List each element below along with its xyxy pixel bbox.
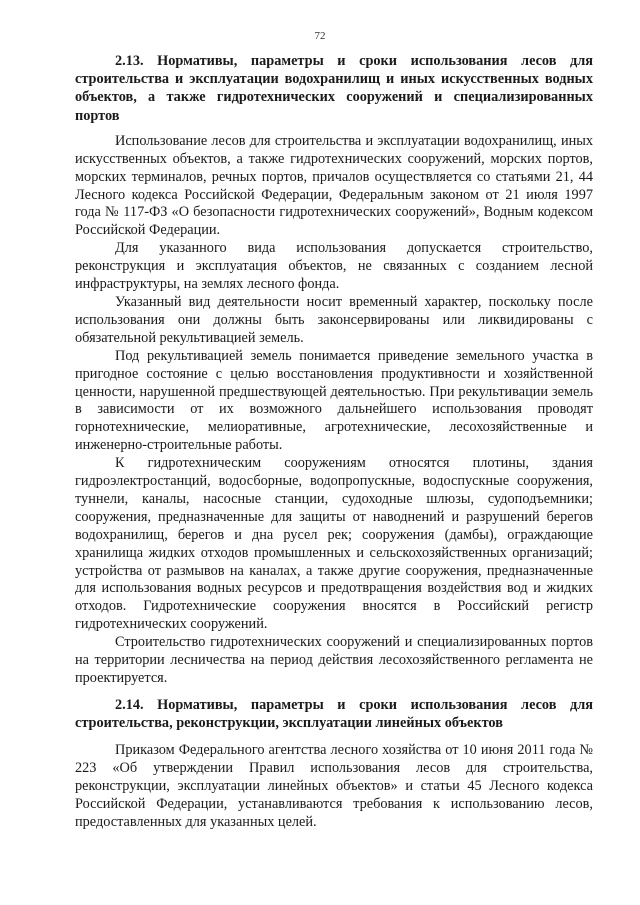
- paragraph: Для указанного вида использования допускается строительство, реконструкция и эксплуатация объектов, не связанных с созданием лесной инфраструктуры, на землях лесного фонда.: [75, 240, 593, 293]
- section-2-14: [75, 696, 593, 832]
- section-2-13: [75, 52, 593, 688]
- paragraph: Использование лесов для строительства и эксплуатации водохранилищ, иных искусственных объектов, а также гидротехнических сооружений, морских портов, морских терминалов, речных портов, причалов осуществляется со статьями 21, 44 Лесного кодекса Российской Федерации, Федеральным законом от 21 июля 1997 года № 117-ФЗ «О безопасности гидротехнических сооружений», Водным кодексом Российской Федерации.: [75, 132, 593, 239]
- paragraph: Приказом Федерального агентства лесного хозяйства от 10 июня 2011 года № 223 «Об утверждении Правил использования лесов для строительства, реконструкции, эксплуатации линейных объектов» и статьи 45 Лесного кодекса Российской Федерации, устанавливаются требования к использованию лесов, предоставленных для указанных целей.: [75, 742, 593, 830]
- paragraph: Указанный вид деятельности носит временный характер, поскольку после использования они должны быть законсервированы или ликвидированы с обязательной рекультивацией земель.: [75, 293, 593, 346]
- paragraph: Строительство гидротехнических сооружений и специализированных портов на территории лесничества на период действия лесохозяйственного регламента не проектируется.: [75, 634, 593, 686]
- section-heading: 2.13. Нормативы, параметры и сроки использования лесов для строительства и эксплуатации водохранилищ и иных искусственных водных объектов, а также гидротехнических сооружений и специализированных портов: [75, 53, 593, 124]
- section-spacer: [75, 688, 593, 696]
- section-heading: 2.14. Нормативы, параметры и сроки использования лесов для строительства, реконструкции, эксплуатации линейных объектов: [75, 696, 593, 732]
- paragraph: К гидротехническим сооружениям относятся плотины, здания гидроэлектростанций, водосборные, водопропускные, водоспускные сооружения, туннели, каналы, насосные станции, судоходные шлюзы, судоподъемники; сооружения, предназначенные для защиты от наводнений и разрушений берегов водохранилищ, берегов и дна русел рек; сооружения (дамбы), ограждающие хранилища жидких отходов промышленных и сельскохозяйственных организаций; устройства от размывов на каналах, а также другие сооружения, предназначенные для использования водных ресурсов и предотвращения воздействия вод и жидких отходов. Гидротехнические сооружения вносятся в Российский регистр гидротехнических сооружений.: [75, 455, 593, 633]
- paragraph: Под рекультивацией земель понимается приведение земельного участка в пригодное состояние с целью восстановления продуктивности и хозяйственной ценности, нарушенной предшествующей деятельностью. При рекультивации земель в зависимости от их возможного дальнейшего использования проводят горнотехнические, мелиоративные, агротехнические, лесохозяйственные и инженерно-строительные работы.: [75, 347, 593, 454]
- document-body: [75, 52, 593, 832]
- page-number: 72: [314, 30, 326, 42]
